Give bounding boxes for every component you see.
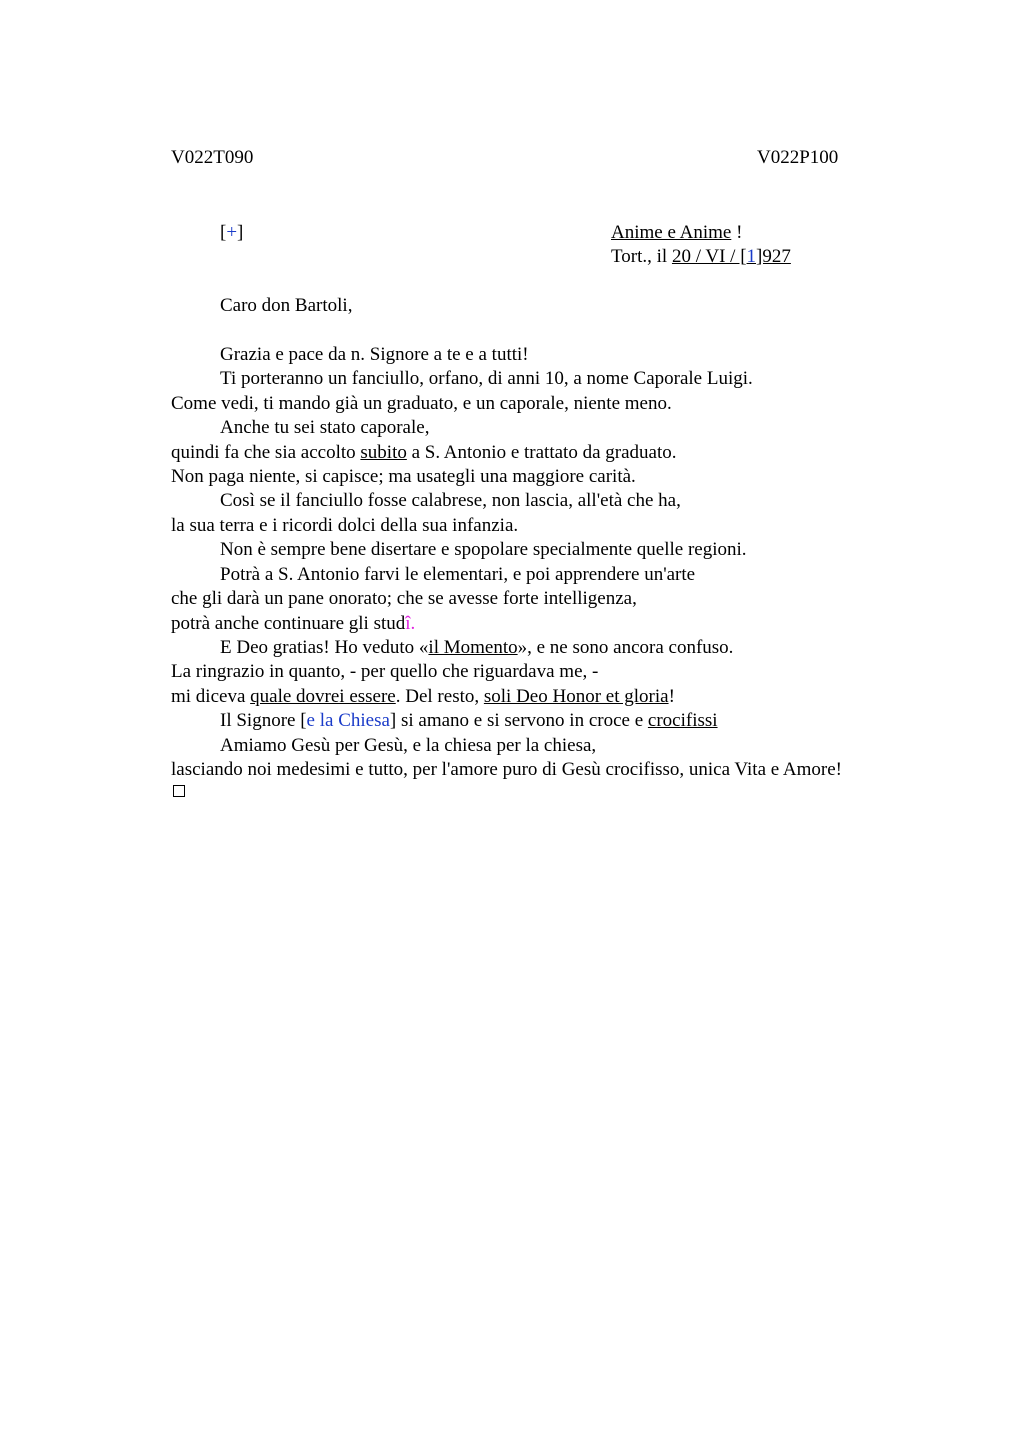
body-line-18: lasciando noi medesimi e tutto, per l'amore puro di Gesù crocifisso, unica Vita e Amore! xyxy=(171,759,842,780)
body-line-11: che gli darà un pane onorato; che se avesse forte intelligenza, xyxy=(171,588,637,609)
body-line-2: Ti porteranno un fanciullo, orfano, di anni 10, a nome Caporale Luigi. xyxy=(220,368,753,389)
body-line-5-start: quindi fa che sia accolto xyxy=(171,442,361,463)
correction-mark: î xyxy=(405,613,411,634)
underlined-soli-deo: soli Deo Honor et gloria xyxy=(483,686,669,707)
date-main: 20 / VI / [ xyxy=(671,246,747,267)
body-line-17: Amiamo Gesù per Gesù, e la chiesa per la chiesa, xyxy=(220,735,597,756)
body-line-15 xyxy=(171,685,675,709)
body-line-15-middle: . Del resto, xyxy=(395,686,484,707)
body-line-14: La ringrazio in quanto, - per quello che riguardava me, - xyxy=(171,661,599,682)
body-line-5 xyxy=(171,441,677,465)
body-line-16 xyxy=(220,709,718,733)
body-line-3: Come vedi, ti mando già un graduato, e un caporale, niente meno. xyxy=(171,393,672,414)
document-code-right: V022P100 xyxy=(757,147,839,168)
date-prefix: Tort., il xyxy=(611,246,672,267)
body-line-4: Anche tu sei stato caporale, xyxy=(220,417,430,438)
cross-mark xyxy=(220,221,243,245)
body-line-9: Non è sempre bene disertare e spopolare specialmente quelle regioni. xyxy=(220,539,747,560)
body-line-5-end: a S. Antonio e trattato da graduato. xyxy=(406,442,677,463)
underlined-il-momento: il Momento xyxy=(428,637,518,658)
body-line-13 xyxy=(220,636,733,660)
cross-bracket-close: ] xyxy=(237,222,244,243)
underlined-crocifissi: crocifissi xyxy=(647,710,718,731)
date-year-digit: 1 xyxy=(746,246,757,267)
motto xyxy=(611,221,742,245)
body-line-12 xyxy=(171,612,415,636)
body-line-6: Non paga niente, si capisce; ma usategli una maggiore carità. xyxy=(171,466,636,487)
body-line-13-start: E Deo gratias! Ho veduto « xyxy=(220,637,429,658)
date-line xyxy=(611,245,791,269)
body-line-12-end: . xyxy=(410,613,416,634)
body-line-16-middle: ] si amano e si servono in croce e xyxy=(389,710,648,731)
underlined-quale-dovrei-essere: quale dovrei essere xyxy=(250,686,396,707)
body-line-15-start: mi diceva xyxy=(171,686,251,707)
date-year-rest: ]927 xyxy=(756,246,791,267)
body-line-8: la sua terra e i ricordi dolci della sua infanzia. xyxy=(171,515,519,536)
body-line-10: Potrà a S. Antonio farvi le elementari, e poi apprendere un'arte xyxy=(220,564,696,585)
body-line-13-end: », e ne sono ancora confuso. xyxy=(517,637,734,658)
cross-symbol: + xyxy=(226,222,238,243)
underlined-subito: subito xyxy=(360,442,407,463)
salutation: Caro don Bartoli, xyxy=(220,295,353,316)
body-line-16-start: Il Signore [ xyxy=(220,710,307,731)
body-line-15-end: ! xyxy=(668,686,675,707)
motto-exclamation: ! xyxy=(731,222,743,243)
body-line-12-start: potrà anche continuare gli stud xyxy=(171,613,406,634)
document-code-left: V022T090 xyxy=(171,147,254,168)
body-line-1: Grazia e pace da n. Signore a te e a tutti! xyxy=(220,344,529,365)
end-box-icon xyxy=(173,785,185,797)
date-value xyxy=(672,246,791,267)
editorial-insertion: e la Chiesa xyxy=(306,710,390,731)
motto-text: Anime e Anime xyxy=(611,222,732,243)
cross-bracket-open: [ xyxy=(220,222,227,243)
body-line-7: Così se il fanciullo fosse calabrese, non lascia, all'età che ha, xyxy=(220,490,681,511)
